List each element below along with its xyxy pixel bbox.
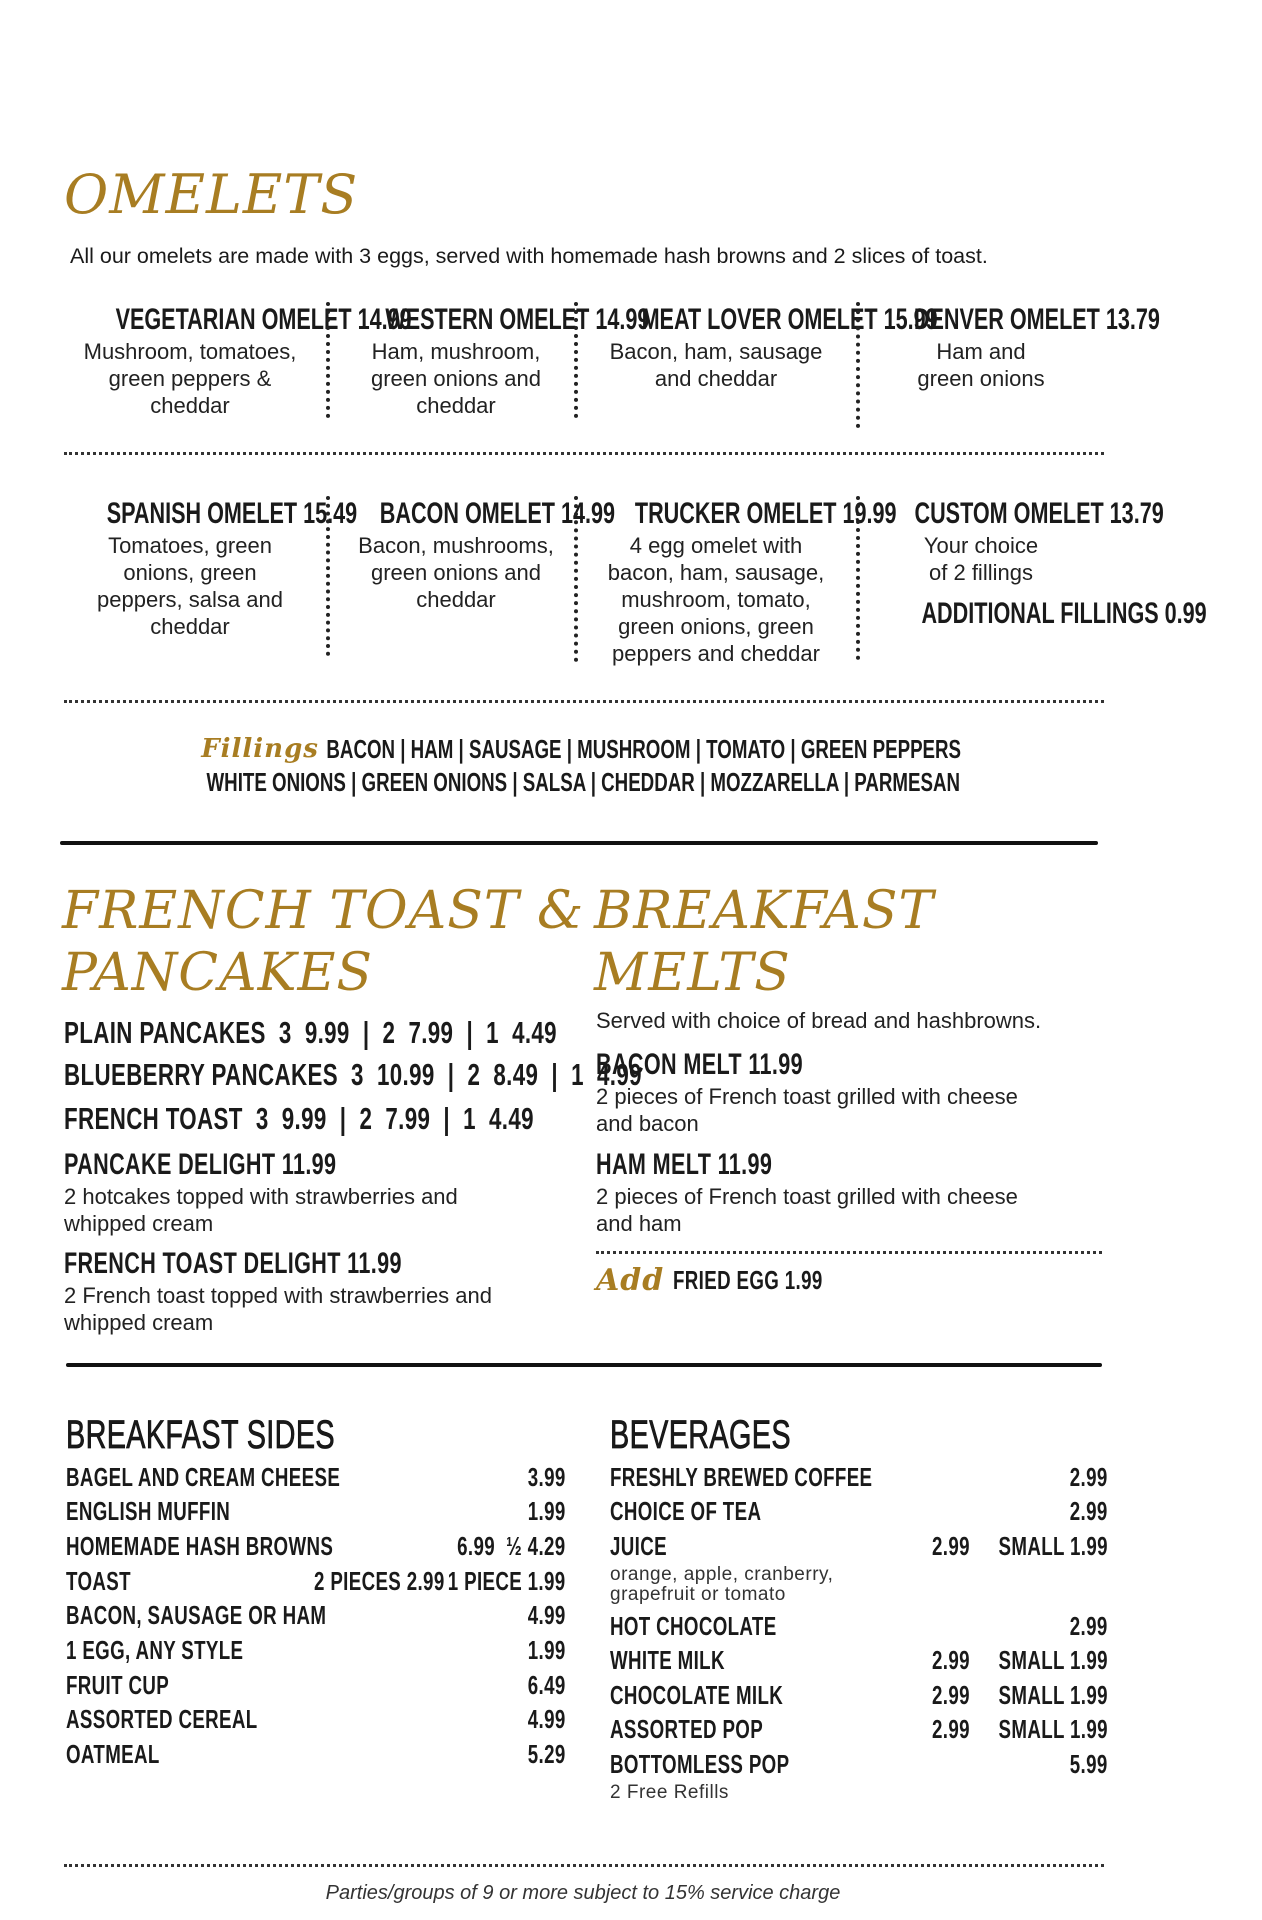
beverage-mid-price: 2.99 (932, 1645, 970, 1675)
beverage-row (610, 1494, 1106, 1528)
omelet-desc-line: Bacon, ham, sausage (609, 339, 823, 364)
side-row (66, 1494, 564, 1528)
side-name: ENGLISH MUFFIN (66, 1496, 231, 1526)
beverage-name: HOT CHOCOLATE (610, 1611, 777, 1641)
fillings-list: WHITE ONIONS | GREEN ONIONS | SALSA | CHEDDAR | MOZZARELLA | PARMESAN (206, 767, 960, 797)
divider (574, 302, 578, 418)
side-row (66, 1633, 564, 1667)
beverage-row (610, 1460, 1106, 1494)
melts-heading-line2: MELTS (594, 943, 791, 1003)
french-toast-heading-line1: FRENCH TOAST & (62, 881, 585, 941)
omelet-card-denver (866, 302, 1160, 392)
omelet-card-bacon (334, 496, 615, 613)
add-item: FRIED EGG 1.99 (672, 1265, 823, 1295)
beverage-price: 2.99 (1070, 1462, 1108, 1492)
omelet-title: BACON OMELET 14.99 (379, 497, 615, 530)
pancake-delight-desc-2: whipped cream (64, 1211, 214, 1236)
side-name: OATMEAL (66, 1739, 160, 1769)
beverage-row (610, 1678, 1106, 1712)
fillings-label: Fillings (201, 734, 319, 764)
footer-divider (64, 1864, 1104, 1867)
french-toast-delight-desc-1: 2 French toast topped with strawberries and (64, 1283, 493, 1308)
side-price: 1.99 (528, 1635, 566, 1665)
omelet-desc-line: of 2 fillings (929, 560, 1033, 585)
side-price: 6.49 (528, 1670, 566, 1700)
omelet-title: DENVER OMELET 13.79 (913, 303, 1160, 336)
fillings-line-2 (0, 766, 1166, 798)
melts-heading-line1: BREAKFAST (594, 881, 935, 941)
beverage-name: BOTTOMLESS POP (610, 1749, 790, 1779)
beverage-price: 5.99 (1070, 1749, 1108, 1779)
omelet-desc-line: peppers and cheddar (612, 641, 820, 666)
melts-divider (596, 1251, 1102, 1254)
side-row (66, 1702, 564, 1736)
beverage-row (610, 1712, 1106, 1746)
omelet-desc-line: Your choice (923, 533, 1039, 558)
side-price: 3.99 (528, 1462, 566, 1492)
beverage-price: 2.99 (1070, 1611, 1108, 1641)
add-fried-egg (596, 1263, 881, 1299)
french-toast-heading-line2: PANCAKES (62, 943, 374, 1003)
service-charge-note: Parties/groups of 9 or more subject to 15% service charge (325, 1882, 841, 1904)
blueberry-pancakes-item: BLUEBERRY PANCAKES 3 10.99 | 2 8.49 | 1 4.99 (64, 1057, 642, 1092)
side-row (66, 1737, 564, 1771)
side-row (66, 1564, 564, 1598)
beverages-list (610, 1460, 1106, 1820)
beverage-price: 2.99 (1070, 1496, 1108, 1526)
beverage-name: JUICE (610, 1531, 667, 1561)
french-toast-delight-title: FRENCH TOAST DELIGHT 11.99 (64, 1247, 402, 1280)
fillings-line-1 (0, 733, 1166, 765)
side-price: 4.99 (528, 1600, 566, 1630)
bottomless-pop-note: 2 Free Refills (610, 1782, 729, 1803)
side-row (66, 1460, 564, 1494)
beverage-row (610, 1609, 1106, 1643)
side-price: 4.99 (528, 1704, 566, 1734)
beverage-name: FRESHLY BREWED COFFEE (610, 1462, 873, 1492)
omelet-title: MEAT LOVER OMELET 15.99 (641, 303, 938, 336)
omelet-desc-line: Ham and (936, 339, 1026, 364)
omelet-desc-line: 4 egg omelet with (629, 533, 803, 558)
omelet-card-trucker (584, 496, 897, 667)
melts-intro: Served with choice of bread and hashbrowns. (596, 1008, 1042, 1033)
section-divider (64, 452, 1104, 455)
beverage-price: SMALL 1.99 (998, 1531, 1108, 1561)
side-name: BACON, SAUSAGE OR HAM (66, 1600, 327, 1630)
french-toast-delight-desc-2: whipped cream (64, 1310, 214, 1335)
omelet-desc-line: Ham, mushroom, (371, 339, 541, 364)
plain-pancakes-item: PLAIN PANCAKES 3 9.99 | 2 7.99 | 1 4.49 (64, 1015, 557, 1050)
ham-melt-desc-2: and ham (596, 1211, 682, 1236)
omelet-title: WESTERN OMELET 14.99 (385, 303, 650, 336)
juice-options-1: orange, apple, cranberry, (610, 1564, 834, 1585)
ham-melt-desc-1: 2 pieces of French toast grilled with cheese (596, 1184, 1018, 1209)
section-rule (60, 841, 1098, 845)
section-divider (64, 700, 1104, 703)
omelet-title: SPANISH OMELET 15.49 (106, 497, 358, 530)
side-name: HOMEMADE HASH BROWNS (66, 1531, 334, 1561)
beverage-price: SMALL 1.99 (998, 1680, 1108, 1710)
side-name: ASSORTED CEREAL (66, 1704, 258, 1734)
divider (326, 496, 330, 656)
omelet-card-custom (866, 496, 1207, 632)
side-row (66, 1598, 564, 1632)
omelet-desc-line: green onions and (370, 560, 542, 585)
side-name: TOAST (66, 1566, 131, 1596)
omelet-desc-line: bacon, ham, sausage, (607, 560, 825, 585)
omelet-desc-line: green peppers & (108, 366, 272, 391)
side-price: 1.99 (528, 1496, 566, 1526)
french-toast-heading (62, 880, 584, 1004)
side-name: 1 EGG, ANY STYLE (66, 1635, 244, 1665)
omelet-card-spanish (58, 496, 358, 640)
side-price: 6.99 ½ 4.29 (457, 1531, 566, 1561)
omelets-heading: OMELETS (64, 163, 359, 226)
omelet-title: CUSTOM OMELET 13.79 (914, 497, 1164, 530)
beverage-mid-price: 2.99 (932, 1531, 970, 1561)
divider (326, 302, 330, 418)
side-price: 5.29 (528, 1739, 566, 1769)
sides-list (66, 1460, 564, 1780)
add-label: Add (596, 1263, 665, 1298)
omelet-title: VEGETARIAN OMELET 14.99 (115, 303, 412, 336)
side-name: BAGEL AND CREAM CHEESE (66, 1462, 341, 1492)
french-toast-item: FRENCH TOAST 3 9.99 | 2 7.99 | 1 4.49 (64, 1101, 534, 1136)
side-row (66, 1668, 564, 1702)
beverage-name: CHOICE OF TEA (610, 1496, 762, 1526)
omelet-card-vegetarian (58, 302, 412, 419)
omelet-desc-line: mushroom, tomato, (621, 587, 811, 612)
ham-melt-title: HAM MELT 11.99 (596, 1148, 773, 1181)
beverage-row (610, 1643, 1106, 1677)
omelet-desc-line: Mushroom, tomatoes, (83, 339, 297, 364)
beverage-price: SMALL 1.99 (998, 1645, 1108, 1675)
melts-heading (594, 880, 934, 1004)
divider (574, 496, 578, 662)
omelet-desc-line: cheddar (150, 614, 230, 639)
omelet-desc-line: peppers, salsa and (97, 587, 283, 612)
bacon-melt-desc-2: and bacon (596, 1111, 699, 1136)
divider (856, 302, 860, 428)
beverage-name: CHOCOLATE MILK (610, 1680, 784, 1710)
side-price: 1 PIECE 1.99 (448, 1566, 566, 1596)
side-name: FRUIT CUP (66, 1670, 170, 1700)
beverage-mid-price: 2.99 (932, 1680, 970, 1710)
beverage-name: ASSORTED POP (610, 1714, 764, 1744)
pancake-delight-title: PANCAKE DELIGHT 11.99 (64, 1148, 337, 1181)
additional-fillings-price: ADDITIONAL FILLINGS 0.99 (921, 597, 1207, 630)
omelet-desc-line: cheddar (416, 587, 496, 612)
juice-options-2: grapefruit or tomato (610, 1584, 786, 1605)
fillings-list: BACON | HAM | SAUSAGE | MUSHROOM | TOMATO | GREEN PEPPERS (326, 734, 962, 764)
omelet-desc-line: cheddar (150, 393, 230, 418)
sides-heading: BREAKFAST SIDES (66, 1413, 335, 1457)
bacon-melt-title: BACON MELT 11.99 (596, 1048, 804, 1081)
omelet-desc-line: cheddar (416, 393, 496, 418)
omelet-desc-line: Tomatoes, green (108, 533, 272, 558)
omelet-card-meat-lover (584, 302, 938, 392)
beverage-name: WHITE MILK (610, 1645, 725, 1675)
pancake-delight-desc-1: 2 hotcakes topped with strawberries and (64, 1184, 458, 1209)
omelet-desc-line: green onions (917, 366, 1045, 391)
side-mid-price: 2 PIECES 2.99 (314, 1566, 445, 1596)
omelet-desc-line: green onions, green (618, 614, 814, 639)
divider (856, 496, 860, 660)
section-rule (66, 1363, 1102, 1367)
omelet-desc-line: onions, green (123, 560, 257, 585)
beverage-row (610, 1529, 1106, 1563)
bacon-melt-desc-1: 2 pieces of French toast grilled with cheese (596, 1084, 1018, 1109)
omelet-title: TRUCKER OMELET 19.99 (634, 497, 897, 530)
omelet-desc-line: and cheddar (654, 366, 778, 391)
omelet-card-western (334, 302, 650, 419)
beverage-price: SMALL 1.99 (998, 1714, 1108, 1744)
beverage-mid-price: 2.99 (932, 1714, 970, 1744)
omelet-desc-line: green onions and (370, 366, 542, 391)
beverage-row (610, 1747, 1106, 1781)
beverages-heading: BEVERAGES (610, 1413, 791, 1457)
side-row (66, 1529, 564, 1563)
omelet-desc-line: Bacon, mushrooms, (358, 533, 554, 558)
omelets-intro: All our omelets are made with 3 eggs, served with homemade hash browns and 2 slices of toast. (70, 244, 988, 268)
